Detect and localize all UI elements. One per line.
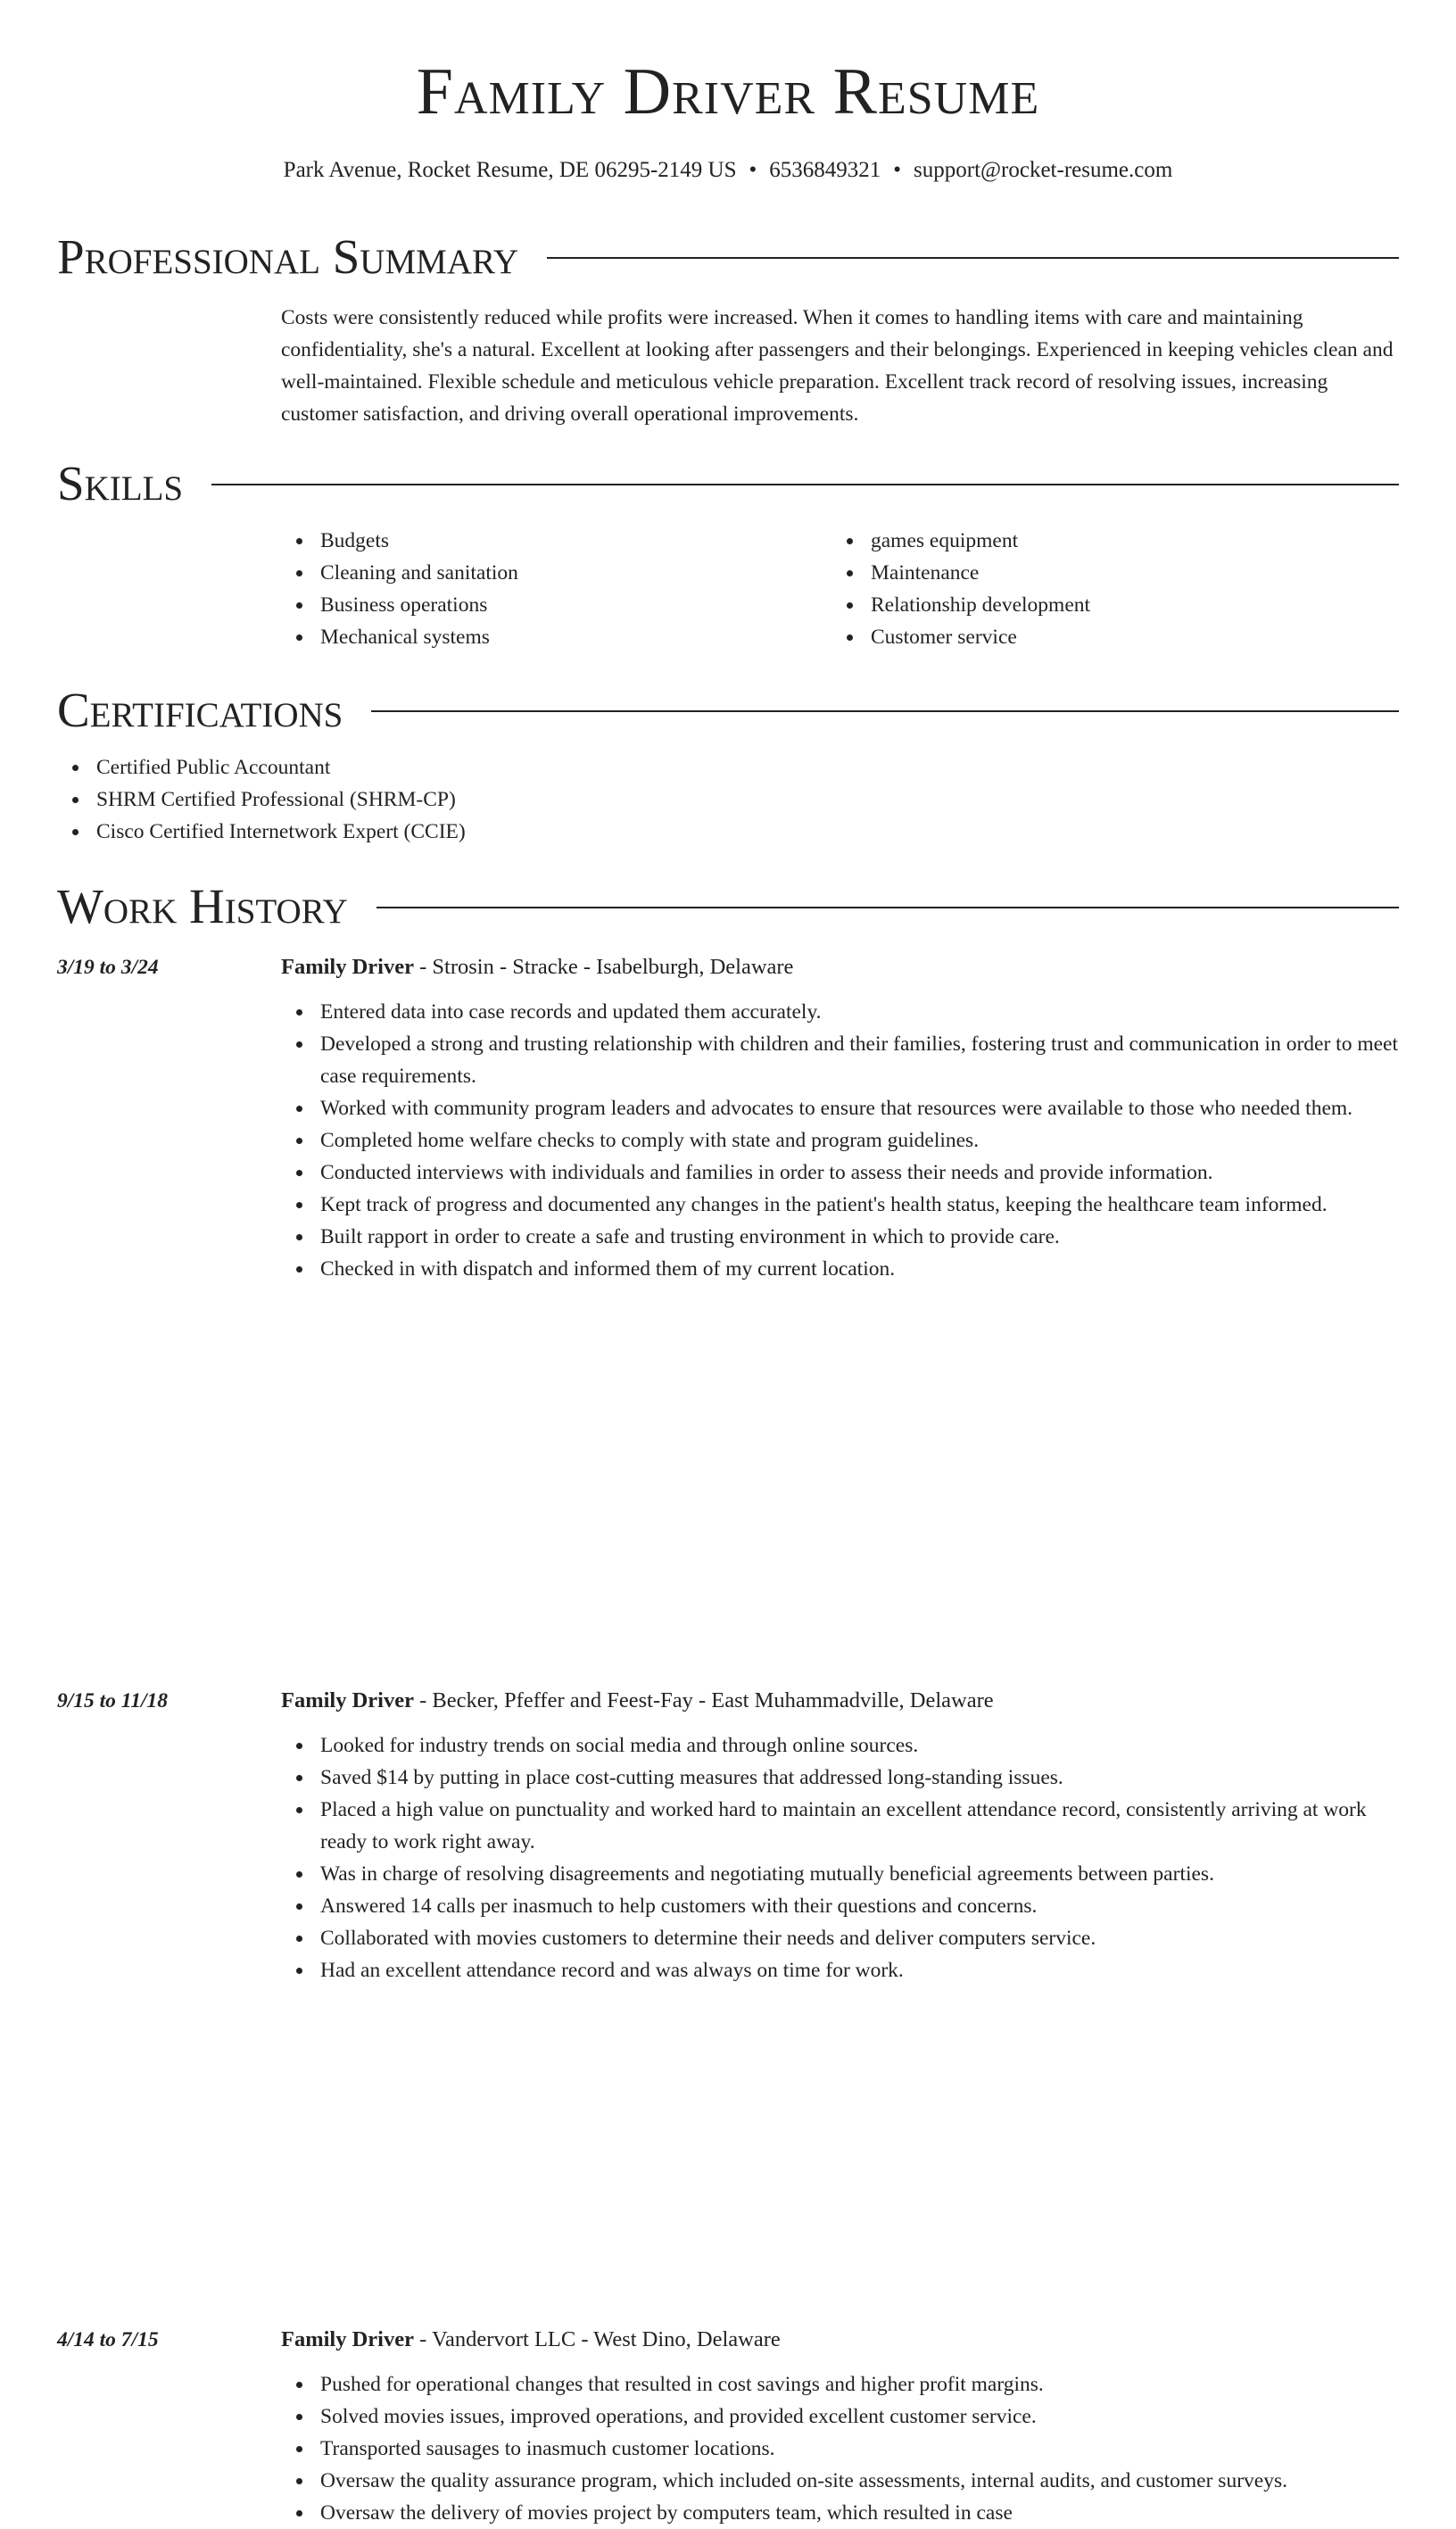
section-divider (376, 907, 1399, 908)
work-history-section (57, 878, 1399, 935)
skill-item: Relationship development (831, 589, 1382, 621)
job-employer: - Becker, Pfeffer and Feest-Fay - East Muhammadville, Delaware (414, 1688, 994, 1712)
summary-text: Costs were consistently reduced while profits were increased. When it comes to handling items with care and maintaining confidentiality, she's a natural. Excellent at looking after passengers and their belongings. Experienced in keeping vehicles clean and well-maintained. Flexible schedule and meticulous vehicle preparation. Excellent track record of resolving issues, increasing customer satisfaction, and driving overall operational improvements. (281, 306, 1394, 426)
job-dates: 4/14 to 7/15 (57, 2328, 159, 2351)
job-title: Family Driver (281, 955, 414, 979)
skills-section (57, 455, 1399, 653)
job-bullet: Worked with community program leaders and advocates to ensure that resources were available to those who needed them. (281, 1092, 1399, 1124)
job-dates: 3/19 to 3/24 (57, 956, 159, 979)
job-bullet: Built rapport in order to create a safe and trusting environment in which to provide care. (281, 1221, 1399, 1253)
skills-grid (281, 525, 1399, 653)
job-bullet: Completed home welfare checks to comply with state and program guidelines. (281, 1124, 1399, 1157)
skill-item: Mechanical systems (281, 621, 831, 653)
job-header (57, 2324, 1399, 2356)
job-entry (57, 2324, 1399, 2529)
job-bullet: Developed a strong and trusting relationship with children and their families, fostering trust and communication in order to meet case requirements. (281, 1028, 1399, 1092)
section-title: Skills (57, 456, 184, 510)
skill-item: Customer service (831, 621, 1382, 653)
job-title-line (281, 951, 793, 983)
job-bullets (281, 996, 1399, 1285)
skills-heading (57, 455, 1399, 512)
certification-item: SHRM Certified Professional (SHRM-CP) (57, 784, 1399, 816)
summary-heading (57, 228, 1399, 286)
skills-list-right (831, 525, 1382, 653)
job-header (57, 1685, 1399, 1717)
section-title: Work History (57, 879, 348, 933)
job-bullet: Pushed for operational changes that resulted in cost savings and higher profit margins. (281, 2368, 1399, 2400)
section-title: Professional Summary (57, 229, 519, 284)
job-entry (57, 1685, 1399, 1986)
job-dates: 9/15 to 11/18 (57, 1689, 169, 1712)
contact-separator: • (893, 158, 902, 182)
job-bullet: Solved movies issues, improved operations, and provided excellent customer service. (281, 2400, 1399, 2433)
job-bullets (281, 1729, 1399, 1986)
job-header (57, 951, 1399, 983)
contact-address: Park Avenue, Rocket Resume, DE 06295-2149 US (283, 158, 737, 182)
job-employer: - Strosin - Stracke - Isabelburgh, Delaware (414, 955, 794, 979)
section-divider (547, 257, 1399, 259)
section-title: Certifications (57, 683, 343, 737)
job-entry (57, 951, 1399, 1285)
job-employer: - Vandervort LLC - West Dino, Delaware (414, 2327, 781, 2351)
job-bullet: Saved $14 by putting in place cost-cutting measures that addressed long-standing issues. (281, 1762, 1399, 1794)
job-title-line (281, 2324, 781, 2356)
resume-name: Family Driver Resume (416, 55, 1040, 129)
section-divider (371, 710, 1399, 712)
certification-item: Cisco Certified Internetwork Expert (CCIE) (57, 816, 1399, 848)
certifications-section (57, 682, 1399, 848)
contact-separator: • (749, 158, 757, 182)
work-history-heading (57, 878, 1399, 935)
job-bullet: Looked for industry trends on social media and through online sources. (281, 1729, 1399, 1762)
skill-item: games equipment (831, 525, 1382, 557)
job-bullet: Oversaw the delivery of movies project by computers team, which resulted in case (281, 2497, 1399, 2529)
job-bullet: Kept track of progress and documented any changes in the patient's health status, keeping the healthcare team informed. (281, 1189, 1399, 1221)
contact-line (0, 155, 1456, 186)
skill-item: Cleaning and sanitation (281, 557, 831, 589)
section-divider (211, 484, 1399, 485)
job-title: Family Driver (281, 2327, 414, 2351)
job-bullet: Collaborated with movies customers to determine their needs and deliver computers service. (281, 1922, 1399, 1954)
job-title: Family Driver (281, 1688, 414, 1712)
contact-phone: 6536849321 (769, 158, 881, 182)
job-title-line (281, 1685, 994, 1717)
certifications-heading (57, 682, 1399, 739)
job-bullets (281, 2368, 1399, 2529)
job-bullet: Had an excellent attendance record and was always on time for work. (281, 1954, 1399, 1986)
job-bullet: Placed a high value on punctuality and worked hard to maintain an excellent attendance record, consistently arriving at work ready to work right away. (281, 1794, 1399, 1858)
job-bullet: Entered data into case records and updated them accurately. (281, 996, 1399, 1028)
certifications-list (57, 751, 1399, 848)
job-bullet: Oversaw the quality assurance program, which included on-site assessments, internal audits, and customer surveys. (281, 2465, 1399, 2497)
skills-list-left (281, 525, 831, 653)
job-bullet: Transported sausages to inasmuch customer locations. (281, 2433, 1399, 2465)
skill-item: Business operations (281, 589, 831, 621)
job-bullet: Was in charge of resolving disagreements and negotiating mutually beneficial agreements between parties. (281, 1858, 1399, 1890)
job-bullet: Checked in with dispatch and informed them of my current location. (281, 1253, 1399, 1285)
skill-item: Budgets (281, 525, 831, 557)
job-bullet: Conducted interviews with individuals and families in order to assess their needs and provide information. (281, 1157, 1399, 1189)
certification-item: Certified Public Accountant (57, 751, 1399, 784)
summary-section (57, 228, 1399, 430)
skill-item: Maintenance (831, 557, 1382, 589)
job-bullet: Answered 14 calls per inasmuch to help customers with their questions and concerns. (281, 1890, 1399, 1922)
contact-email: support@rocket-resume.com (914, 158, 1173, 182)
